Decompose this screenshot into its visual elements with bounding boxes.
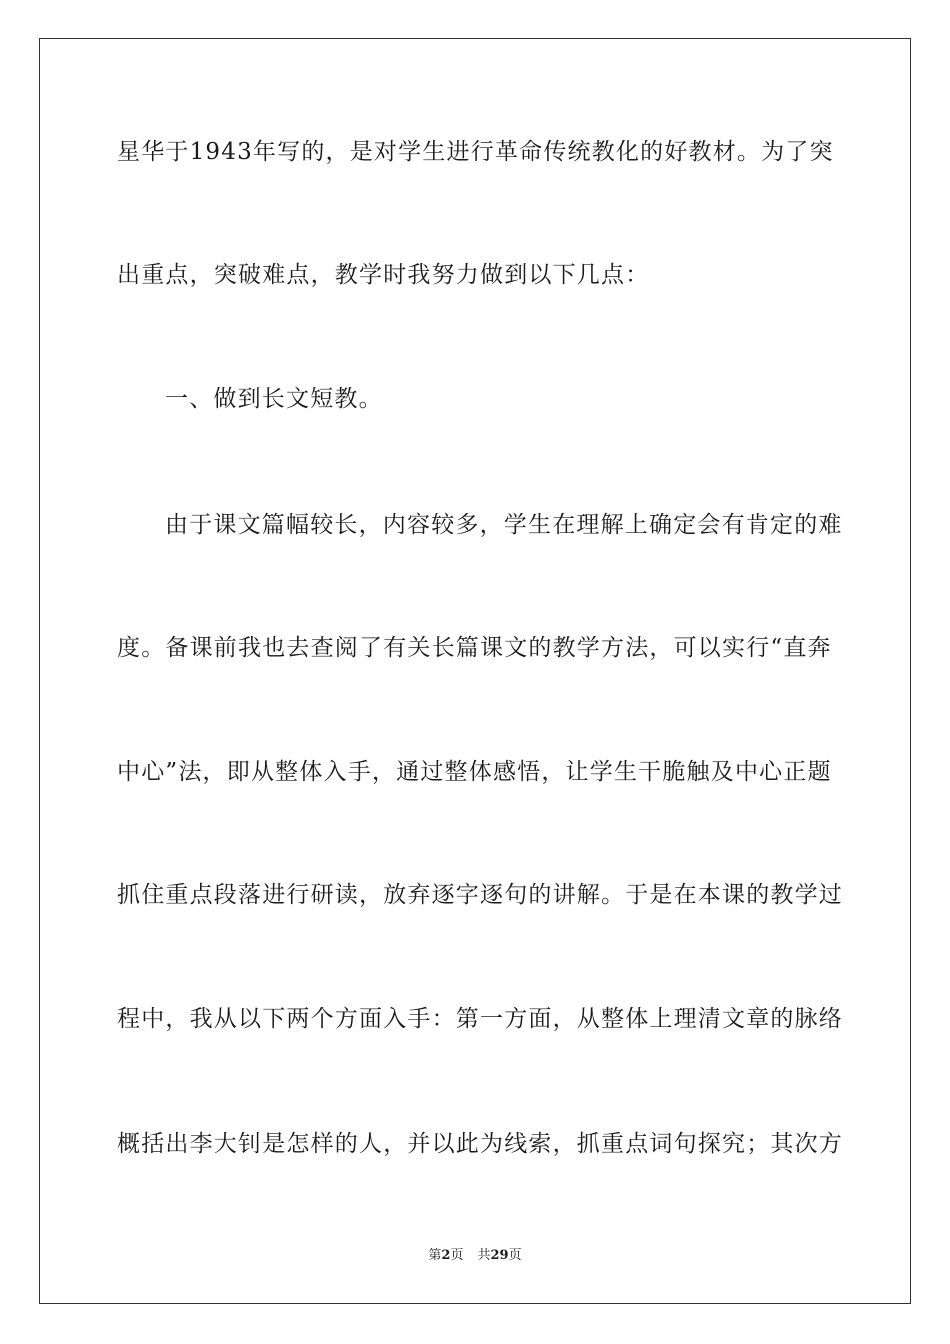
- section-heading: 一、做到长文短教。: [165, 386, 383, 412]
- body-line-5: 度。备课前我也去查阅了有关长篇课文的教学方法，可以实行“直奔: [117, 635, 832, 661]
- page-current-number: 2: [441, 1248, 451, 1263]
- page-border: [39, 38, 911, 1304]
- body-line-6: 中心”法，即从整体入手，通过整体感悟，让学生干脆触及中心正题: [117, 759, 832, 785]
- total-prefix: 共: [477, 1248, 491, 1263]
- body-line-2: 出重点，突破难点，教学时我努力做到以下几点：: [117, 262, 650, 288]
- body-line-1: 星华于1943年写的，是对学生进行革命传统教化的好教材。为了突: [117, 139, 834, 165]
- total-unit: 页: [508, 1248, 522, 1263]
- page-total-number: 29: [490, 1248, 509, 1263]
- body-line-9: 概括出李大钊是怎样的人，并以此为线索，抓重点词句探究；其次方: [117, 1131, 843, 1157]
- page-footer: [0, 1247, 950, 1265]
- body-line-8: 程中，我从以下两个方面入手：第一方面，从整体上理清文章的脉络: [117, 1006, 843, 1032]
- page-prefix: 第: [428, 1248, 442, 1263]
- page-unit: 页: [450, 1248, 464, 1263]
- body-line-7: 抓住重点段落进行研读，放弃逐字逐句的讲解。于是在本课的教学过: [117, 882, 843, 908]
- body-line-4: 由于课文篇幅较长，内容较多，学生在理解上确定会有肯定的难: [165, 512, 843, 538]
